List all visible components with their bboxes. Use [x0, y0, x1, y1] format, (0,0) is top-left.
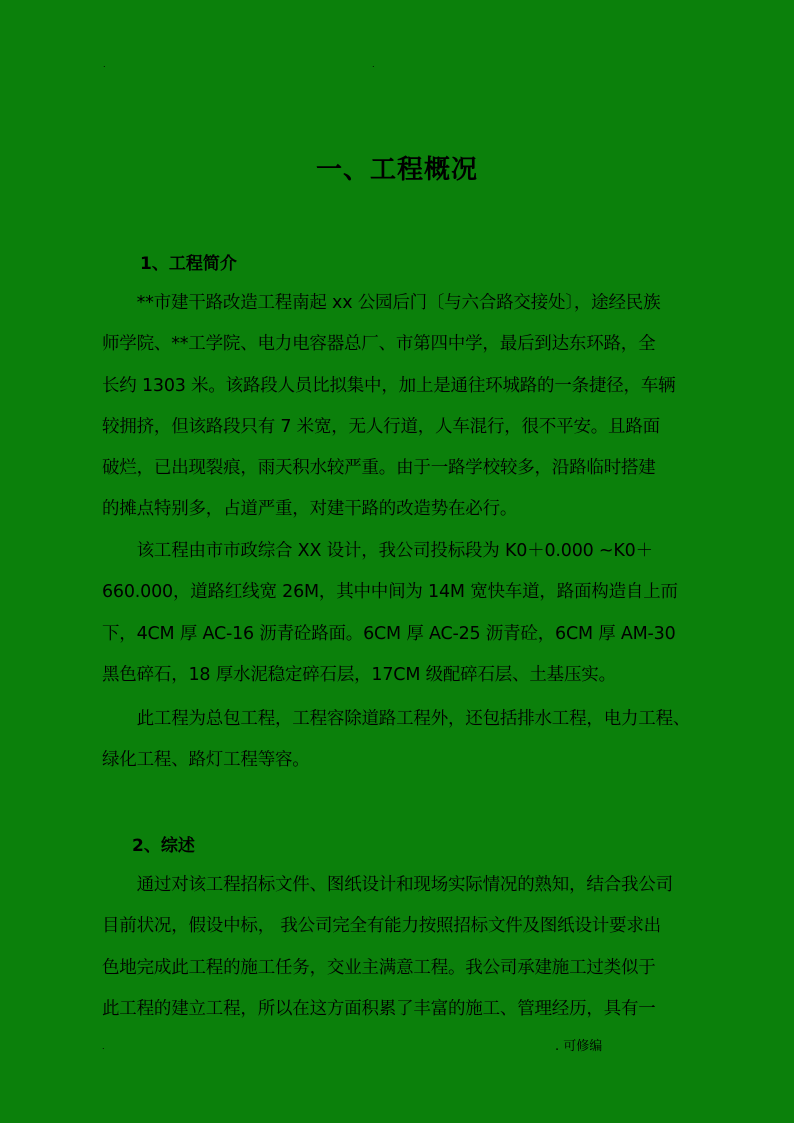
text-line: 师学院、**工学院、电力电容器总厂、市第四中学，最后到达东环路，全	[102, 334, 656, 355]
text-line: 下，4CM 厚 AC-16 沥青砼路面。6CM 厚 AC-25 沥青砼，6CM 厚 AM-30	[102, 623, 676, 644]
text-line: 的摊点特别多，占道严重，对建干路的改造势在必行。	[102, 499, 518, 520]
text-line: 660.000，道路红线宽 26M，其中中间为 14M 宽快车道，路面构造自上而	[102, 582, 678, 603]
footer-mark-left: .	[102, 1042, 105, 1051]
text-line: 绿化工程、路灯工程等容。	[102, 750, 310, 771]
text-line: 目前状况，假设中标， 我公司完全有能力按照招标文件及图纸设计要求出	[102, 916, 661, 937]
footer-editable-note: . 可修编	[555, 1039, 603, 1054]
text-line: 此工程为总包工程，工程容除道路工程外，还包括排水工程，电力工程、	[102, 709, 691, 729]
section-2-paragraph-1	[102, 865, 712, 1030]
header-mark-left: .	[103, 60, 106, 69]
section-1-paragraph-1	[102, 283, 712, 531]
text-line: **市建干路改造工程南起 xx 公园后门〔与六合路交接处〕，途经民族	[102, 293, 661, 313]
text-line: 破烂，已出现裂痕，雨天积水较严重。由于一路学校较多，沿路临时搭建	[102, 458, 656, 479]
text-line: 此工程的建立工程，所以在这方面积累了丰富的施工、管理经历，具有一	[102, 998, 656, 1019]
page-title: 一、工程概况	[315, 155, 478, 185]
header-mark-right: .	[372, 60, 375, 69]
section-1-paragraph-2	[102, 531, 712, 696]
text-line: 色地完成此工程的施工任务，交业主满意工程。我公司承建施工过类似于	[102, 957, 656, 978]
text-line: 通过对该工程招标文件、图纸设计和现场实际情况的熟知，结合我公司	[102, 875, 673, 895]
text-line: 长约 1303 米。该路段人员比拟集中，加上是通往环城路的一条捷径，车辆	[102, 375, 676, 396]
text-line: 较拥挤，但该路段只有 7 米宽，无人行道，人车混行，很不平安。且路面	[102, 416, 660, 437]
text-line: 黑色碎石，18 厚水泥稳定碎石层，17CM 级配碎石层、土基压实。	[102, 664, 616, 685]
section-2-heading: 2、综述	[132, 836, 195, 856]
section-1-heading: 1、工程简介	[140, 254, 237, 274]
text-line: 该工程由市市政综合 XX 设计，我公司投标段为 K0＋0.000 ~K0＋	[102, 541, 653, 561]
section-1-paragraph-3	[102, 699, 712, 782]
